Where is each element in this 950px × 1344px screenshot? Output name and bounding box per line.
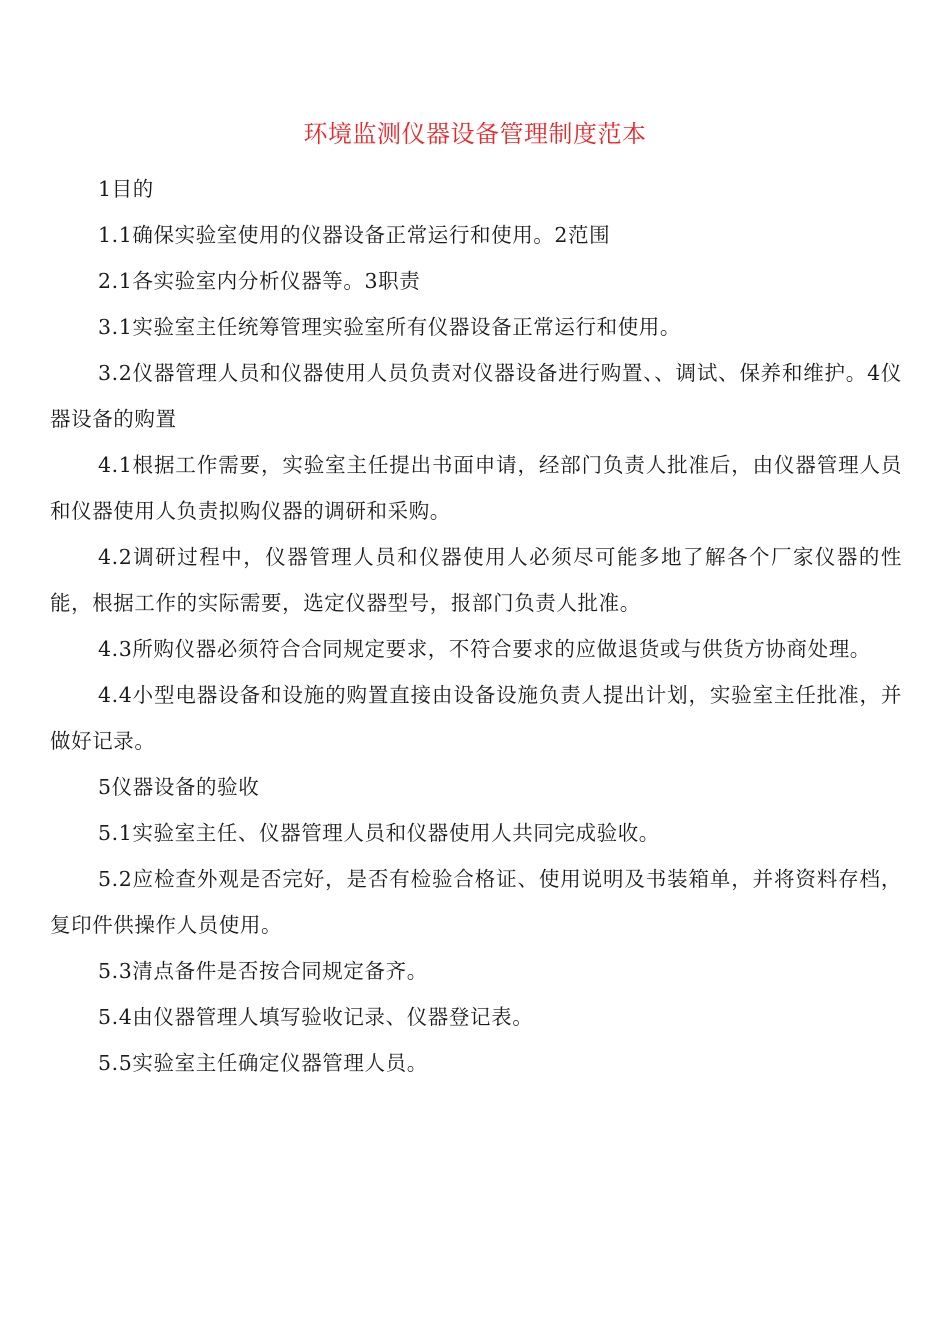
paragraph-2-1: 2.1各实验室内分析仪器等。3职责 bbox=[98, 269, 421, 293]
paragraph-4-4: 4.4小型电器设备和设施的购置直接由设备设施负责人提出计划，实验室主任批准，并做好记录。 bbox=[50, 683, 902, 753]
paragraph-4-2: 4.2调研过程中，仪器管理人员和仪器使用人必须尽可能多地了解各个厂家仪器的性能，根据工作的实际需要，选定仪器型号，报部门负责人批准。 bbox=[50, 545, 902, 615]
paragraph-acceptance-heading: 5仪器设备的验收 bbox=[98, 775, 260, 799]
paragraph-3-1: 3.1实验室主任统筹管理实验室所有仪器设备正常运行和使用。 bbox=[98, 315, 681, 339]
paragraph-purpose-heading: 1目的 bbox=[98, 177, 154, 201]
paragraph-1-1: 1.1确保实验室使用的仪器设备正常运行和使用。2范围 bbox=[98, 223, 611, 247]
paragraph-5-4: 5.4由仪器管理人填写验收记录、仪器登记表。 bbox=[98, 1005, 534, 1029]
paragraph-4-3: 4.3所购仪器必须符合合同规定要求，不符合要求的应做退货或与供货方协商处理。 bbox=[98, 637, 871, 661]
paragraph-5-1: 5.1实验室主任、仪器管理人员和仪器使用人共同完成验收。 bbox=[98, 821, 660, 845]
paragraph-5-5: 5.5实验室主任确定仪器管理人员。 bbox=[98, 1051, 428, 1075]
document-title: 环境监测仪器设备管理制度范本 bbox=[303, 120, 647, 148]
document-body bbox=[50, 166, 902, 1086]
paragraph-3-2: 3.2仪器管理人员和仪器使用人员负责对仪器设备进行购置、、调试、保养和维护。4仪器设备的购置 bbox=[50, 361, 902, 431]
paragraph-4-1: 4.1根据工作需要，实验室主任提出书面申请，经部门负责人批准后，由仪器管理人员和仪器使用人负责拟购仪器的调研和采购。 bbox=[50, 453, 902, 523]
paragraph-5-3: 5.3清点备件是否按合同规定备齐。 bbox=[98, 959, 428, 983]
paragraph-5-2: 5.2应检查外观是否完好，是否有检验合格证、使用说明及书装箱单，并将资料存档，复印件供操作人员使用。 bbox=[50, 867, 902, 937]
